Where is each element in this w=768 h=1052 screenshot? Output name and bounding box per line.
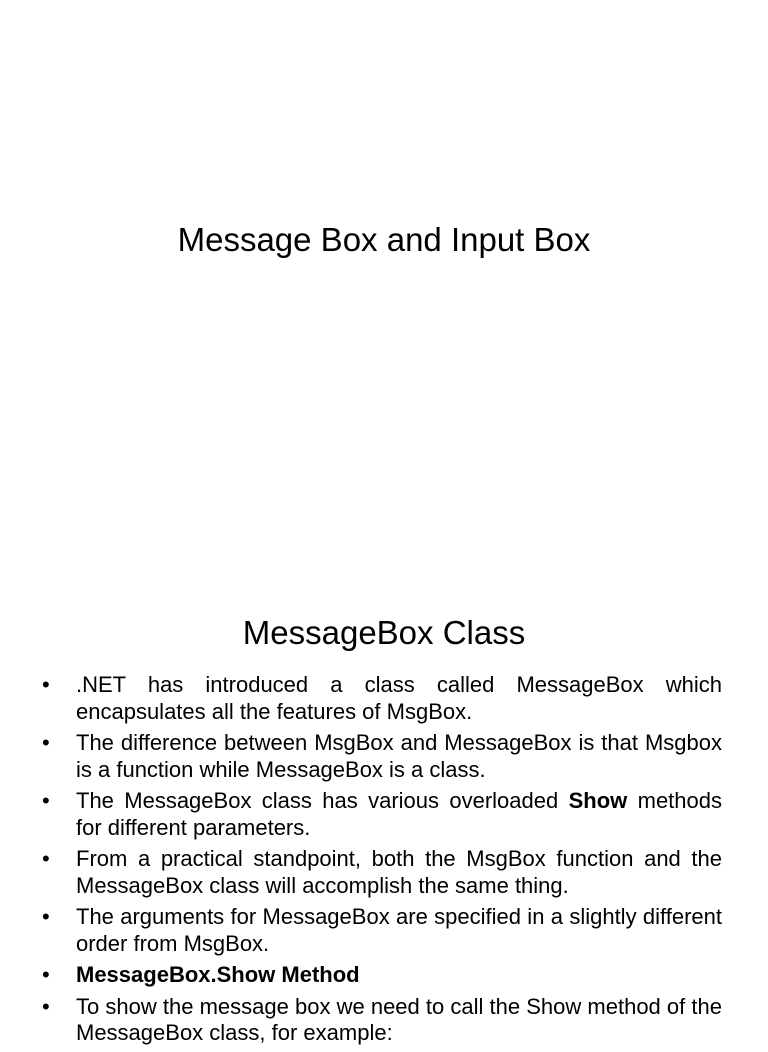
bullet-item (42, 730, 722, 783)
bullet-text: The MessageBox class has various overloaded (76, 788, 569, 813)
bullet-icon: • (42, 846, 50, 871)
bullet-icon: • (42, 730, 50, 755)
slide-heading: MessageBox Class (242, 614, 526, 651)
bullet-item (42, 672, 722, 725)
bullet-text: MessageBox.Show Method (76, 962, 360, 987)
bullet-icon: • (42, 962, 50, 987)
bullet-icon: • (42, 904, 50, 929)
bullet-item (42, 788, 722, 841)
bullet-item (42, 846, 722, 899)
bullet-text: methods for different parameters. (76, 788, 722, 840)
bullet-text: The difference between MsgBox and MessageBox is that Msgbox is a function while MessageBox is a class. (76, 730, 722, 782)
slide-title: Message Box and Input Box (177, 221, 591, 258)
bullet-item (42, 904, 722, 957)
bullet-text: .NET has introduced a class called MessageBox which encapsulates all the features of MsgBox. (76, 672, 722, 724)
bullet-text: From a practical standpoint, both the MsgBox function and the MessageBox class will accomplish the same thing. (76, 846, 722, 898)
bullet-item (42, 962, 722, 989)
bullet-list (42, 672, 722, 1052)
bullet-item (42, 994, 722, 1047)
bullet-text: To show the message box we need to call the Show method of the MessageBox class, for example: (76, 993, 722, 1045)
bullet-icon: • (42, 993, 50, 1019)
bullet-icon: • (42, 672, 50, 697)
content-slide (0, 576, 768, 1045)
bullet-icon: • (42, 788, 50, 813)
bullet-text: The arguments for MessageBox are specified in a slightly different order from MsgBox. (76, 904, 722, 956)
bullet-text-bold: Show (568, 788, 628, 813)
